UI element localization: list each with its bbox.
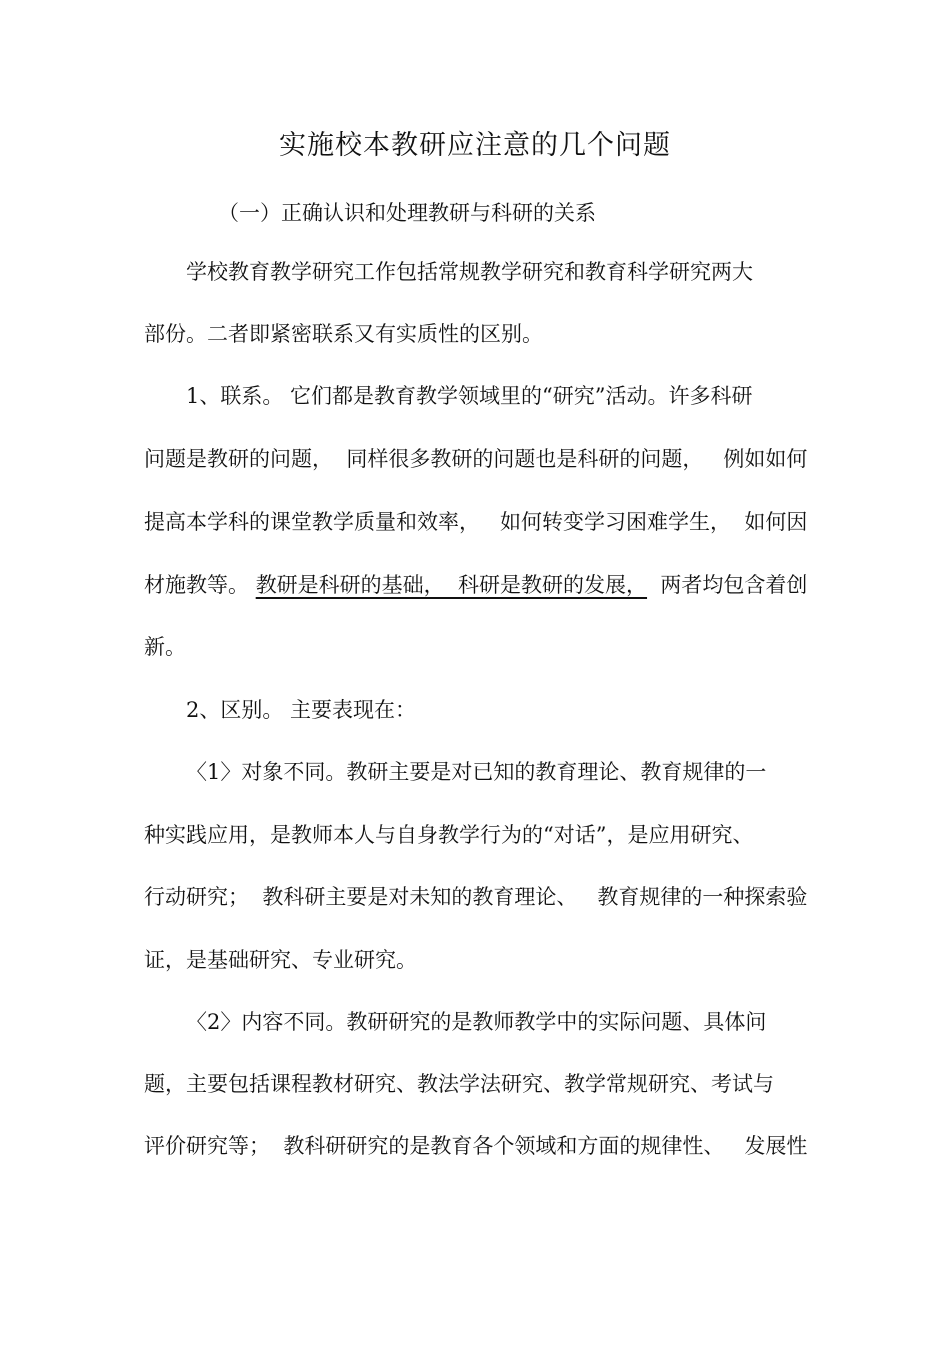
- line-segment: 材施教等。: [144, 573, 249, 597]
- paragraph-line: 学校教育教学研究工作包括常规教学研究和教育科学研究两大: [186, 260, 753, 284]
- document-title: 实施校本教研应注意的几个问题: [279, 130, 671, 161]
- paragraph-line: 题，主要包括课程教材研究、教法学法研究、教学常规研究、考试与: [144, 1072, 774, 1096]
- paragraph-line: 〈2〉内容不同。教研研究的是教师教学中的实际问题、具体问: [186, 1010, 767, 1034]
- paragraph-line: 〈1〉对象不同。教研主要是对已知的教育理论、教育规律的一: [186, 760, 767, 784]
- paragraph-line: 评价研究等； 教科研研究的是教育各个领域和方面的规律性、 发展性: [144, 1134, 808, 1158]
- underlined-text: 教研是科研的基础， 科研是教研的发展，: [255, 573, 648, 597]
- paragraph-line: 证，是基础研究、专业研究。: [144, 948, 417, 972]
- paragraph-line: 行动研究； 教科研主要是对未知的教育理论、 教育规律的一种探索验: [144, 885, 808, 909]
- paragraph-line: 部份。二者即紧密联系又有实质性的区别。: [144, 322, 543, 346]
- paragraph-line: 问题是教研的问题， 同样很多教研的问题也是科研的问题， 例如如何: [144, 447, 808, 471]
- paragraph-line: [144, 570, 807, 600]
- paragraph-line: 2、区别。 主要表现在：: [186, 698, 417, 722]
- paragraph-line: 种实践应用，是教师本人与自身教学行为的“对话”，是应用研究、: [144, 823, 754, 847]
- paragraph-line: 提高本学科的课堂教学质量和效率， 如何转变学习困难学生， 如何因: [144, 510, 808, 534]
- line-segment: 两者均包含着创: [660, 573, 808, 597]
- section-heading: （一）正确认识和处理教研与科研的关系: [218, 201, 596, 225]
- paragraph-line: 1、联系。 它们都是教育教学领域里的“研究”活动。许多科研: [186, 384, 753, 408]
- paragraph-line: 新。: [144, 635, 186, 659]
